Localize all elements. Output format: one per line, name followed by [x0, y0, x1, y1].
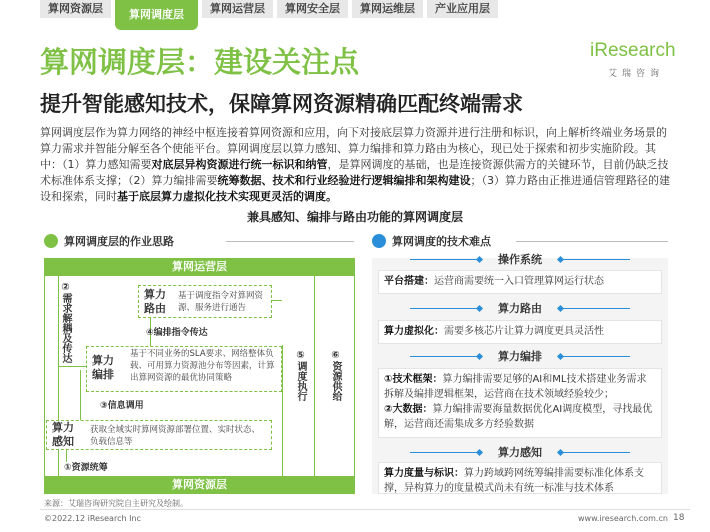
orchestration-text: 基于不同业务的SLA要求、网络整体负载、可用算力资源池分布等因素，计算出算网资源的最优协同策略 [130, 349, 275, 383]
left-section-rule [226, 241, 354, 242]
diagram-title: 兼具感知、编排与路由功能的算网调度层 [246, 210, 463, 224]
dispatch-execute-label [295, 350, 307, 401]
card-virt-text: 需要多核芯片让算力调度更具灵活性 [444, 326, 604, 337]
logo-word: iResearch [590, 40, 676, 61]
iresearch-logo [590, 40, 680, 80]
card-orch-bold1: ①技术框架： [384, 374, 443, 385]
card-orchestration [378, 368, 662, 438]
body-bold-3: 基于底层算力虚拟化技术实现更灵活的调度。 [117, 190, 337, 203]
execute-connector [282, 345, 283, 476]
page-subtitle: 提升智能感知技术，保障算网资源精确匹配终端需求 [40, 92, 523, 116]
card-platform-text: 运营商需要统一入口管理算网运行状态 [434, 276, 604, 287]
body-text-1: 算网调度层作为算力网络的神经中枢连接着算网资源和应用，向下对接底层算力资源并进行注册和标识，向上解析终端业务场景的算力需求并智能分解至各个使能平台。算网调度层以算力感知、算力编排和算力路由为核心，现已处于探索和初步实施阶段。其中：（1）算力感知需要 [40, 126, 667, 171]
card-orch-bold2: ②大数据： [384, 404, 433, 415]
right-section-header [372, 230, 491, 252]
perception-text: 获取全域实时算网资源部署位置、实时状态、负载信息等 [90, 425, 261, 447]
page-title: 算网调度层：建设关注点 [40, 45, 360, 79]
tab-industry-layer[interactable]: 产业应用层 [427, 0, 498, 18]
cat-perc-text: 算力感知 [498, 446, 542, 459]
routing-link [272, 300, 282, 301]
resource-layer-bar: 算网资源层 [44, 476, 355, 494]
tab-scheduling-layer[interactable]: 算网调度层 [115, 0, 198, 30]
page-number: 18 [673, 513, 685, 523]
left-section-header [44, 230, 174, 252]
routing-text: 基于调度指令对算网资源、服务进行通告 [178, 291, 264, 313]
body-paragraph [40, 125, 675, 205]
cat-perception [372, 444, 668, 460]
card-virtualization [378, 320, 662, 344]
card-measurement [378, 462, 662, 494]
body-text-2: ，是算网调度的基础，也是连接资源供需方的关键环节，目前仍缺乏技术标准体系支撑；（2）算力编排需要 [40, 158, 669, 187]
info-call-label: ③信息调用 [100, 401, 144, 411]
cat-orch-text: 算力编排 [498, 350, 542, 363]
operation-layer-bar: 算网运营层 [44, 258, 355, 276]
source-note: 来源：艾瑞咨询研究院自主研究及绘制。 [44, 499, 188, 508]
supply-connector [314, 276, 315, 476]
copyright: ©2022.12 iResearch Inc [44, 514, 141, 523]
cat-routing-text: 算力路由 [498, 302, 542, 315]
cat-os [372, 251, 668, 267]
logo-cn: 艾瑞咨询 [608, 69, 665, 79]
body-bold-1: 对底层异构资源进行统一标识和纳管 [151, 158, 328, 171]
blue-dot-icon [372, 234, 386, 248]
card-orch-text1: 算力编排需要足够的AI和ML技术搭建业务需求拆解及编排逻辑框架，运营商在技术领域经验较少； [384, 374, 647, 400]
resource-supply-label [330, 350, 342, 401]
routing-label: 算力路由 [144, 288, 166, 315]
card-orch-text2: 算力编排需要海量数据优化AI调度模型，寻找最优解，运营商还需集成多方经验数据 [384, 404, 653, 430]
right-section-title: 算网调度的技术难点 [392, 235, 491, 248]
demand-decouple-text: ②需求解耦及传达 [60, 282, 71, 363]
resource-supply-text: ⑥资源供给 [330, 350, 341, 401]
card-virt-bold: 算力虚拟化： [384, 326, 444, 337]
right-section-rule [516, 241, 668, 242]
left-section-title: 算网调度层的作业思路 [64, 235, 174, 248]
cat-os-text: 操作系统 [498, 253, 542, 266]
tab-resource-layer[interactable]: 算网资源层 [40, 0, 111, 18]
cat-routing [372, 300, 668, 316]
tab-operation-layer[interactable]: 算网运营层 [202, 0, 273, 18]
orchestration-label: 算力编排 [92, 354, 114, 381]
body-text-3: ；（3）算力路由正推进通信管理路径的建设和探索，同时 [40, 174, 670, 203]
card-meas-text: 算力跨域跨网统筹编排需要标准化体系支撑，异构算力的度量模式尚未有统一标准与技术体系 [384, 468, 644, 494]
cat-orchestration [372, 348, 668, 364]
footer-divider [40, 509, 690, 510]
body-bold-2: 统筹数据、技术和行业经验进行逻辑编排和架构建设 [217, 174, 471, 187]
green-dot-icon [44, 234, 58, 248]
website: www.iresearch.com.cn [578, 514, 668, 523]
dispatch-execute-text: ⑤调度执行 [295, 350, 306, 401]
perception-label: 算力感知 [52, 421, 74, 448]
tab-security-layer[interactable]: 算网安全层 [277, 0, 348, 18]
card-platform-bold: 平台搭建： [384, 276, 434, 287]
decouple-link [58, 366, 88, 367]
info-connector [80, 370, 81, 420]
card-platform [378, 270, 662, 294]
tab-maintenance-layer[interactable]: 算网运维层 [352, 0, 423, 18]
demand-decouple-label [60, 282, 72, 363]
command-transfer-label: ④编排指令传达 [146, 328, 208, 338]
card-meas-bold: 算力度量与标识： [384, 468, 464, 479]
resource-coordinate-label: ①资源统筹 [64, 463, 108, 473]
layer-tabs [40, 0, 502, 20]
